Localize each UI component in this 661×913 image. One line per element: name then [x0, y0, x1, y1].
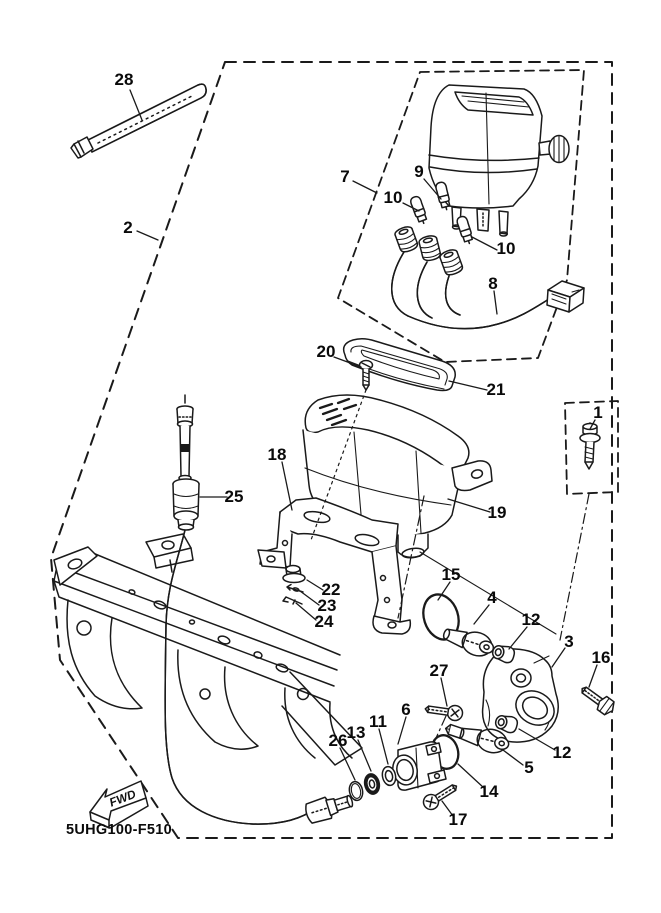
callout-6: 6: [401, 700, 411, 719]
callout-8: 8: [488, 274, 498, 293]
callout-20: 20: [316, 342, 336, 361]
screw-1: [580, 423, 600, 469]
screw-20: [360, 361, 373, 391]
connector-8: [547, 281, 584, 312]
meter-unit-7: [429, 85, 569, 236]
seal-13: [362, 772, 382, 797]
frame: [54, 534, 362, 765]
callout-16: 16: [591, 648, 611, 667]
callout-28: 28: [114, 70, 134, 89]
callout-13: 13: [346, 723, 366, 742]
gear-4: [441, 622, 497, 660]
callout-9: 9: [414, 162, 424, 181]
callout-7: 7: [340, 167, 350, 186]
callout-4: 4: [487, 588, 497, 607]
callout-24: 24: [314, 612, 334, 631]
callout-12b: 12: [552, 743, 572, 762]
callout-11: 11: [369, 712, 387, 731]
callout-14: 14: [479, 782, 499, 801]
callout-25: 25: [224, 487, 244, 506]
callout-21: 21: [486, 380, 506, 399]
callout-23: 23: [317, 596, 337, 615]
callout-5: 5: [524, 758, 534, 777]
speedo-cable-25: [165, 395, 316, 824]
callout-26: 26: [328, 731, 348, 750]
callout-10a: 10: [383, 188, 403, 207]
callout-18: 18: [267, 445, 287, 464]
callout-15: 15: [441, 565, 461, 584]
pin-24: [283, 597, 302, 604]
fwd-arrow-icon: [90, 781, 148, 828]
fwd-arrow-label: FWD: [107, 786, 138, 810]
callout-27: 27: [429, 661, 449, 680]
callout-2: 2: [123, 218, 133, 237]
gear-unit-3: [483, 649, 561, 742]
drawing-code: 5UHG100-F510: [66, 822, 172, 838]
cable-end-fitting: [304, 790, 356, 825]
callout-22: 22: [321, 580, 341, 599]
callout-12a: 12: [521, 610, 541, 629]
callout-1: 1: [593, 403, 603, 422]
holder-6: [390, 742, 446, 790]
grommet-22: [283, 566, 305, 583]
callout-3: 3: [564, 632, 574, 651]
screw-27: [424, 701, 463, 721]
callout-19: 19: [487, 503, 507, 522]
cable-tie-28: [71, 84, 206, 158]
callout-10b: 10: [496, 239, 516, 258]
callout-17: 17: [448, 810, 468, 829]
